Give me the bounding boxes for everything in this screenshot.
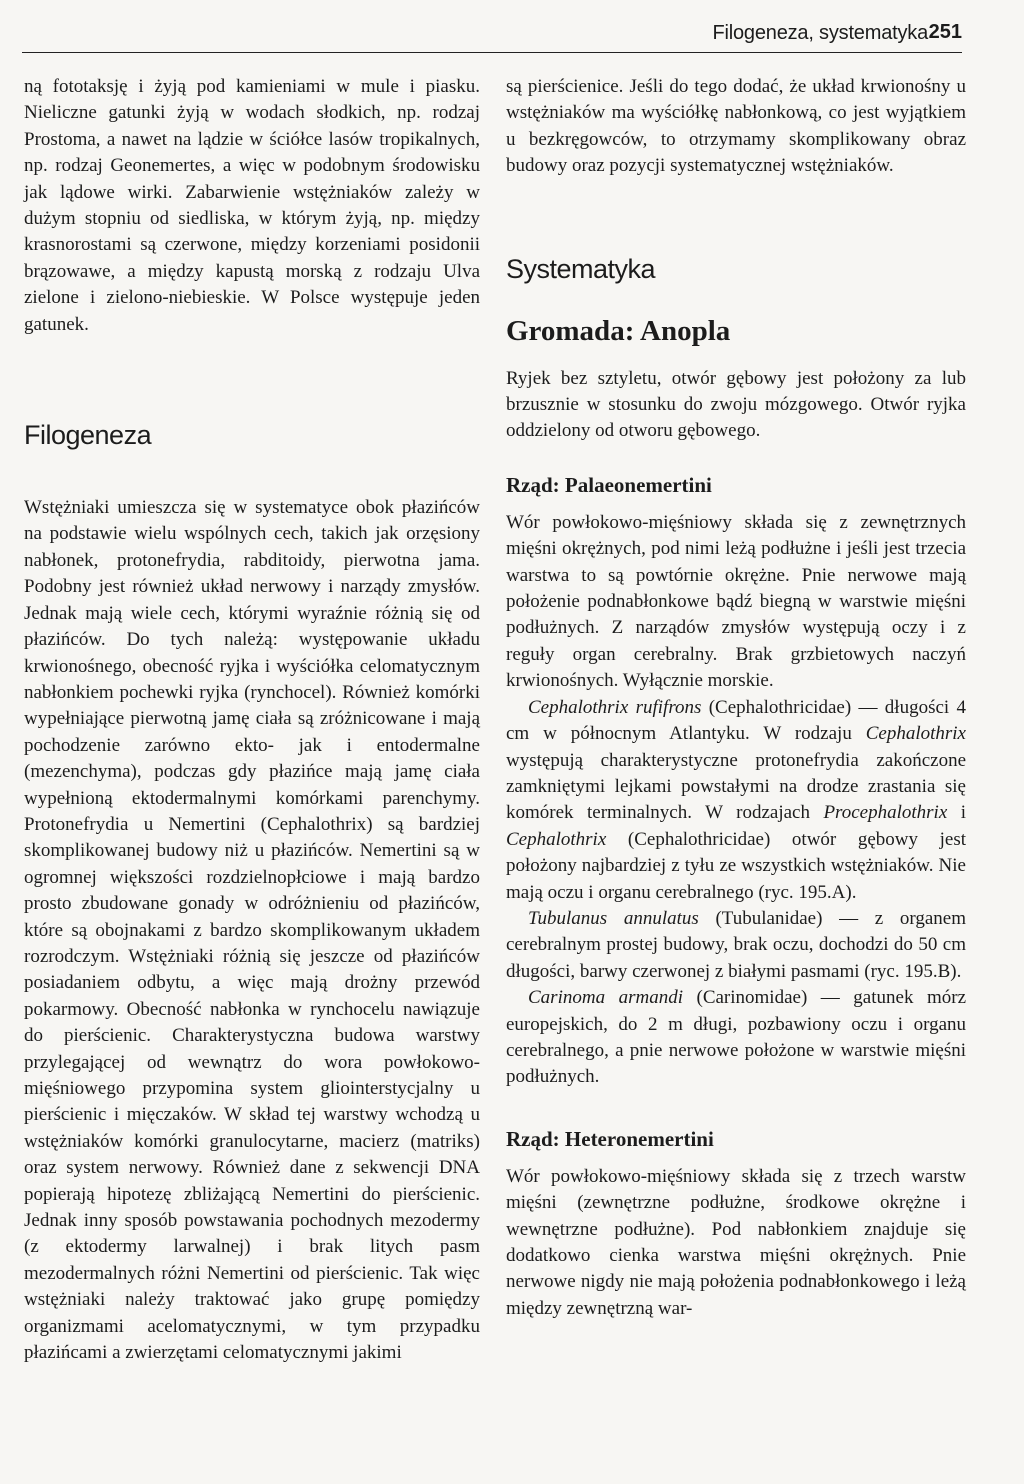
filogeneza-paragraph: Wstężniaki umieszcza się w systematyce obok płazińców na podstawie wielu wspólnych cech, takich jak orzęsiony nabłonek, protonefrydia, rabditoidy, pierwotna jama. Podobny jest również układ nerwowy i narządy zmysłów. Jednak mają wiele cech, którymi wyraźnie różnią się od płazińców. Do tych należą: występowanie układu krwionośnego, obecność ryjka i wyściółka celomatycznym nabłonkiem pochewki ryjka (rynchocel). Również komórki wypełniające pierwotną jamę ciała są zróżnicowane i mają pochodzenie zarówno ekto- jak i entodermalne (mezenchyma), podczas gdy płazińce mają jamę ciała wypełnioną ektodermalnymi komórkami parenchymy. Protonefrydia u Nemertini (Cephalothrix) są bardziej skomplikowanej budowy niż u płazińców. Nemertini są w ogromnej większości rozdzielnopłciowe i mają bardzo prosto zbudowane gonady w odróżnieniu od płazińców, które są obojnakami z bardzo skomplikowanym układem rozrodczym. Wstężniaki różnią się jeszcze od płazińców posiadaniem odbytu, a więc mają drożny przewód pokarmowy. Obecność nabłonka w rynchocelu nawiązuje do pierścienic. Charakterystyczna budowa warstwy przylegającej od wewnątrz do wora powłokowo-mięśniowego przypomina system gliointerstycjalny u pierścienic i mięczaków. W skład tej warstwy wchodzą u wstężniaków komórki granulocytarne, macierz (matriks) oraz system nerwowy. Również dane z sekwencji DNA popierają hipotezę zbliżającą Nemertini do pierścienic. Jednak inny sposób powstawania pochodnych mezodermy (z ektodermy larwalnej) i brak litych pasm mezodermalnych różni Nemertini od pierścienic. Tak więc wstężniaki należy traktować jako grupę pomiędzy organizmami acelomatycznymi, w tym przypadku płazińcami a zwierzętami celomatycznymi jakimi	[24, 497, 480, 1364]
genus-name: Procephalothrix	[823, 802, 948, 824]
right-column	[506, 74, 966, 1322]
page-header	[22, 18, 962, 53]
palaeonemertini-heading: Rząd: Palaeonemertini	[506, 472, 712, 497]
page-number: 251	[928, 21, 962, 43]
species-text: (Cephalothricidae) — długości 4 cm w północnym Atlantyku. W rodzaju	[506, 696, 966, 745]
anopla-paragraph: Ryjek bez sztyletu, otwór gębowy jest położony za lub brzusznie w stosunku do zwoju mózgowego. Otwór ryjka oddzielony od otworu gębowego.	[506, 367, 966, 442]
heteronemertini-heading: Rząd: Heteronemertini	[506, 1126, 714, 1151]
heteronemertini-paragraph: Wór powłokowo-mięśniowy składa się z trzech warstw mięśni (zewnętrzne podłużne, środkowe okrężne i wewnętrzne podłużne). Pod nabłonkiem znajduje się dodatkowo cienka warstwa mięśni okrężnych. Pnie nerwowe nigdy nie mają położenia podnabłonkowego i leżą między zewnętrzną war-	[506, 1165, 966, 1319]
species-text: (Tubulanidae) — z organem cerebralnym prostej budowy, brak oczu, dochodzi do 50 cm długości, barwy czerwonej z białymi pasmami (ryc. 195.B).	[506, 907, 966, 982]
species-name: Carinoma armandi	[528, 987, 683, 1009]
species-text: (Carinomidae) — gatunek mórz europejskich, do 2 m długi, pozbawiony oczu i organu cerebralnego, a pnie nerwowe położone w warstwie mięśni podłużnych.	[506, 987, 966, 1088]
species-text: występują charakterystyczne protonefrydia zakończone zamkniętymi lejkami powstałymi na drodze zrastania się komórek terminalnych. W rodzajach	[506, 749, 966, 824]
cephalothrix-paragraph	[506, 695, 966, 906]
palaeonemertini-paragraph: Wór powłokowo-mięśniowy składa się z zewnętrznych mięśni okrężnych, pod nimi leżą podłużne i jeśli jest trzecia warstwa to są powtórnie okrężne. Pnie nerwowe mają położenie podnabłonkowe bądź biegną w warstwie mięśni podłużnych. Z narządów zmysłów występują oczy i z reguły organ cerebralny. Brak grzbietowych naczyń krwionośnych. Wyłącznie morskie.	[506, 511, 966, 692]
genus-name: Cephalothrix	[506, 828, 607, 850]
continuation-paragraph: są pierścienice. Jeśli do tego dodać, że układ krwionośny u wstężniaków ma wyściółkę nabłonkową, co jest wyjątkiem u bezkręgowców, to otrzymamy skomplikowany obraz budowy oraz pozycji systematycznej wstężniaków.	[506, 76, 966, 177]
running-title: Filogeneza, systematyka	[712, 22, 928, 44]
systematyka-heading: Systematyka	[506, 253, 656, 284]
filogeneza-heading: Filogeneza	[24, 420, 152, 451]
intro-paragraph: ną fototaksję i żyją pod kamieniami w mule i piasku. Nieliczne gatunki żyją w wodach słodkich, np. rodzaj Prostoma, a nawet na lądzie w ściółce lasów tropikalnych, np. rodzaj Geonemertes, a więc w podobnym środowisku jak lądowe wirki. Zabarwienie wstężniaków zależy w dużym stopniu od siedliska, w którym żyją, np. między krasnorostami są czerwone, między korzeniami posidonii brązowawe, a między kapustą morską z rodzaju Ulva zielone i zielono-niebieskie. W Polsce występuje jeden gatunek.	[24, 76, 480, 335]
tubulanus-paragraph	[506, 906, 966, 985]
anopla-heading: Gromada: Anopla	[506, 314, 731, 347]
genus-name: Cephalothrix	[865, 723, 966, 745]
left-column	[24, 74, 480, 1366]
species-name: Tubulanus annulatus	[528, 907, 699, 929]
species-text: i	[947, 802, 966, 824]
carinoma-paragraph	[506, 985, 966, 1091]
species-text: (Cephalothricidae) otwór gębowy jest położony najbardziej z tyłu ze wszystkich wstężniaków. Nie mają oczu i organu cerebralnego (ryc. 195.A).	[506, 828, 966, 903]
species-name: Cephalothrix rufifrons	[528, 696, 702, 718]
